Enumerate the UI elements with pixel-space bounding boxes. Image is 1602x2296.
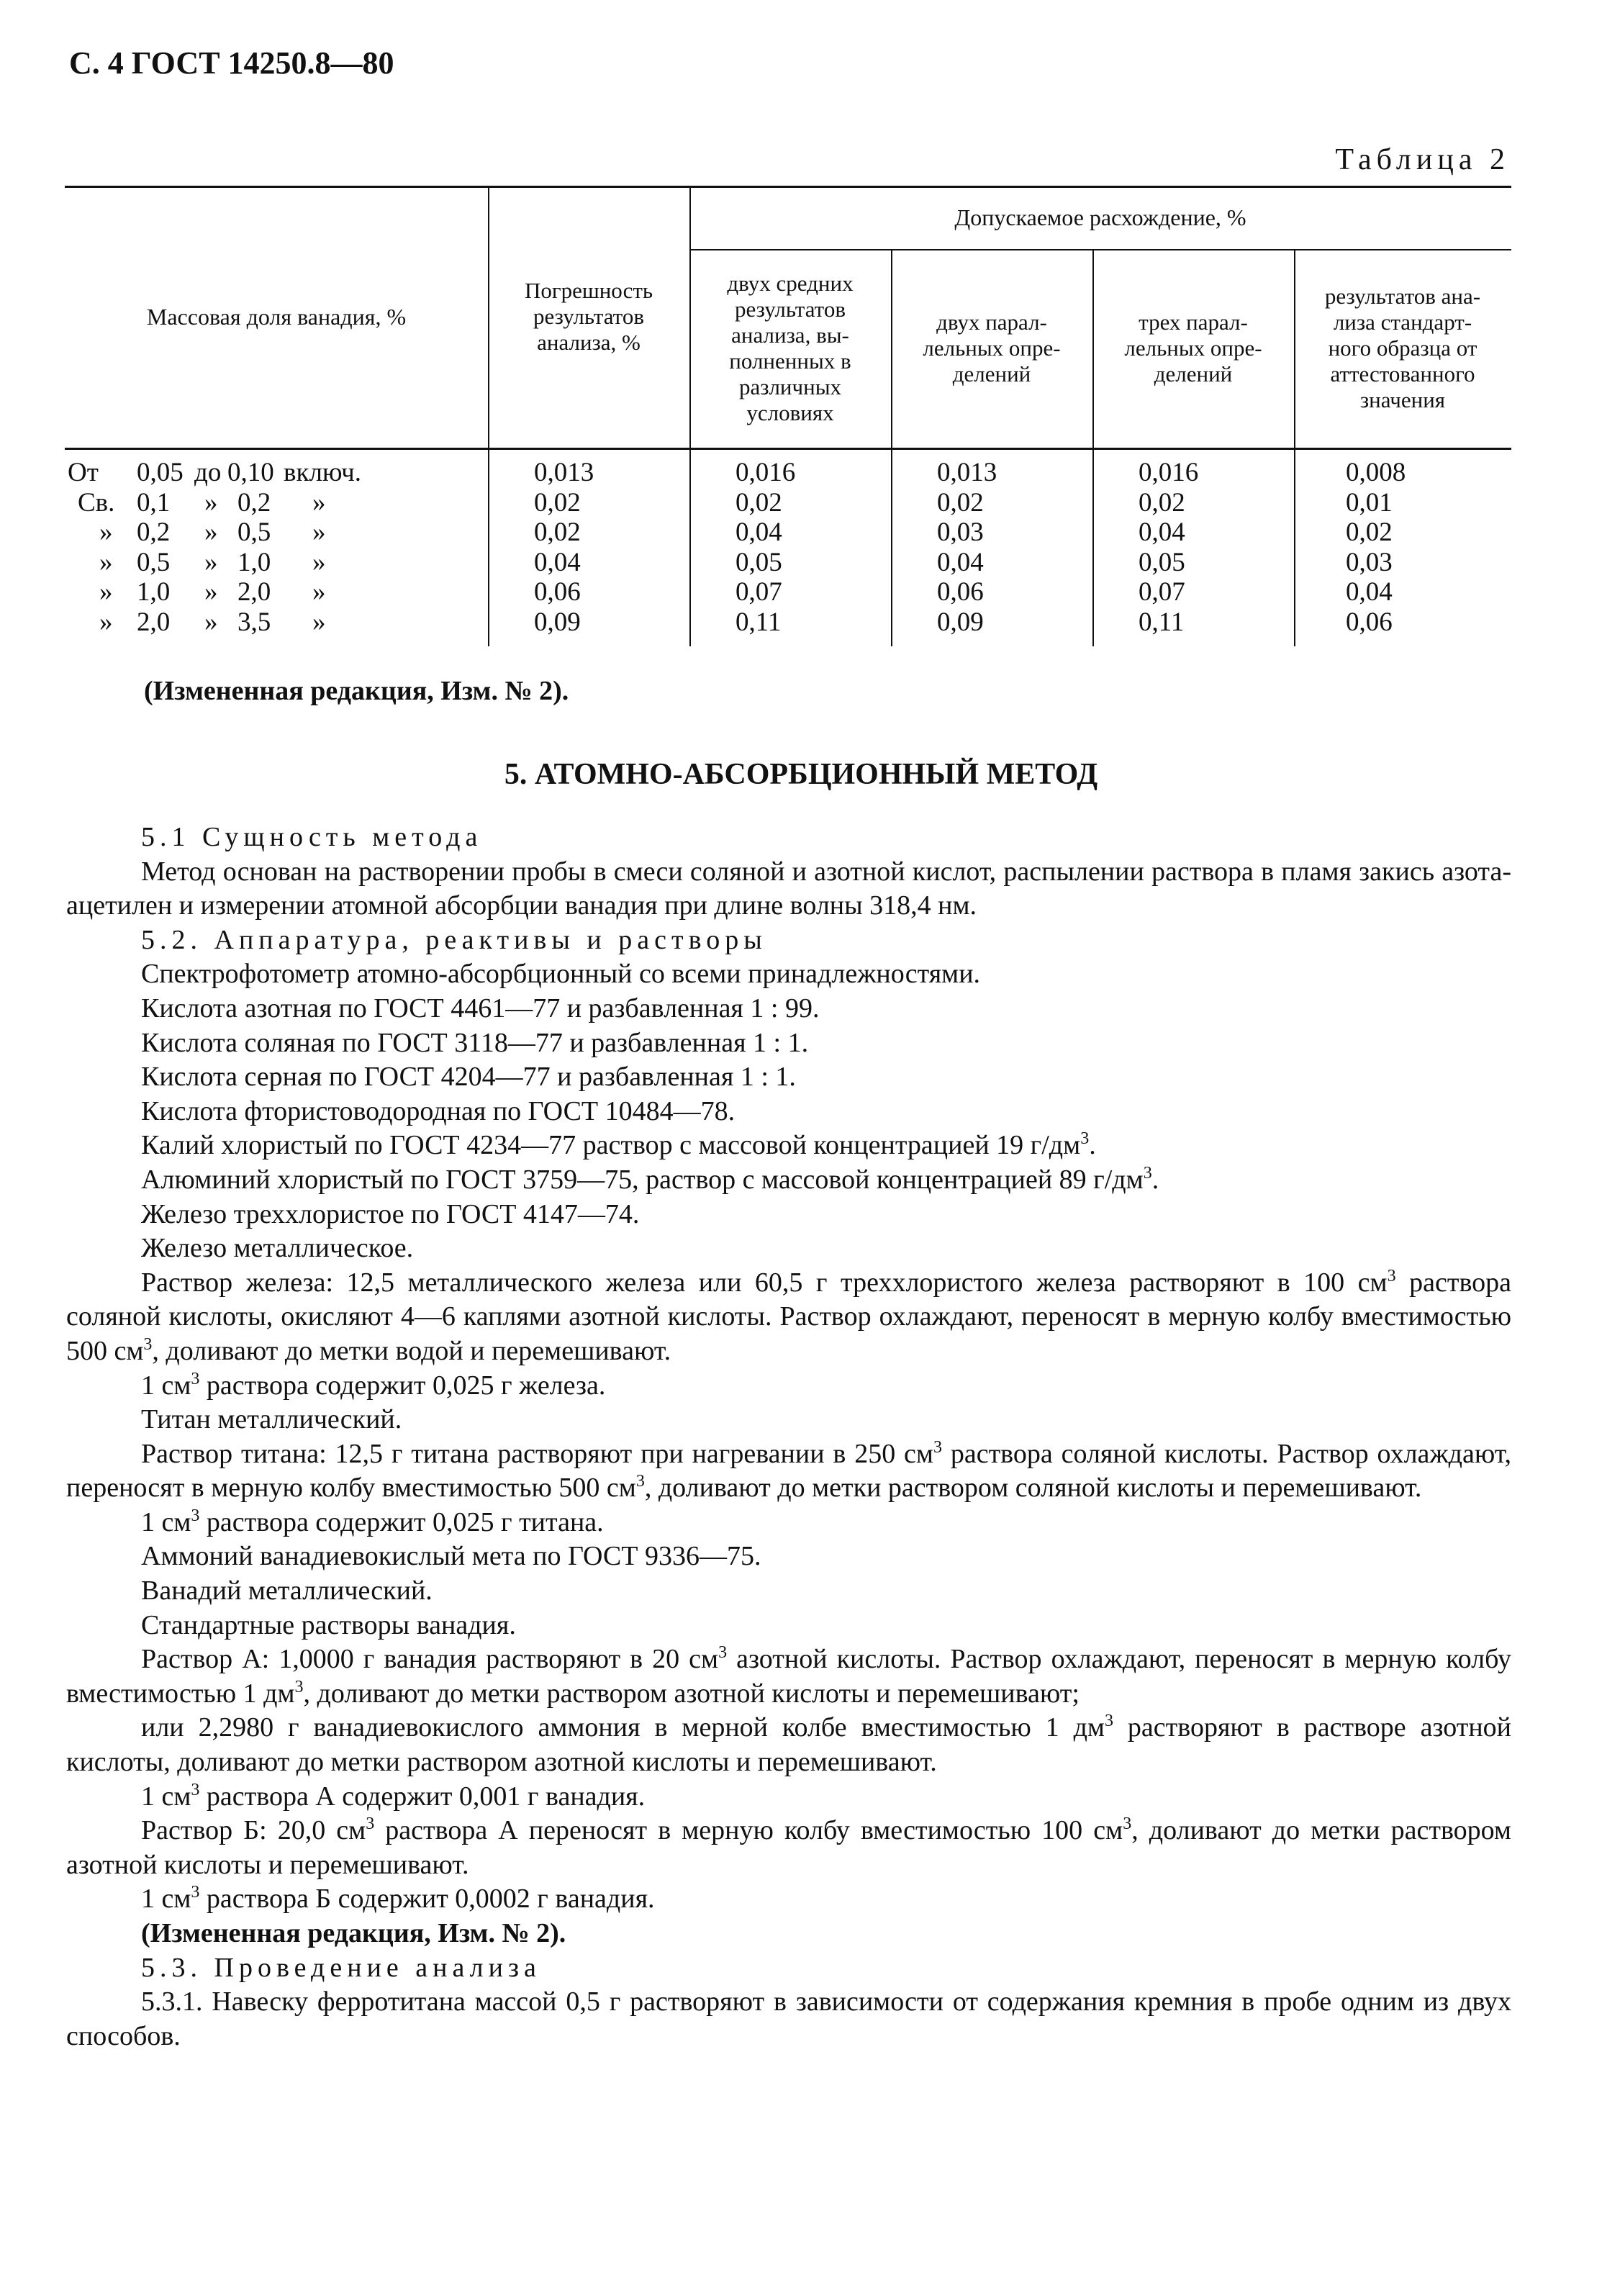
list-item: Кислота серная по ГОСТ 4204—77 и разбавленная 1 : 1.	[141, 1062, 796, 1093]
range-from: 0,05	[137, 458, 184, 487]
paragraph: 1 $см^3$ раствора содержит 0,025 г железа.	[141, 1369, 606, 1401]
paragraph: 5.3.1. Навеску ферротитана массой 0,5 г растворяют в зависимости от содержания кремния в пробе одним из двух способов.	[66, 1987, 1511, 2051]
range-prefix: »	[99, 547, 113, 577]
list-item: Алюминий хлористый по ГОСТ 3759—75, раствор с массовой концентрацией 89 $г/дм^3$.	[141, 1163, 1159, 1195]
range-from: 2,0	[137, 607, 171, 637]
table-cell: 0,03	[937, 517, 984, 547]
range-suffix: »	[312, 607, 326, 637]
range-prefix: От	[68, 458, 99, 487]
table-cell: 0,05	[1139, 547, 1185, 577]
section-title: 5. АТОМНО-АБСОРБЦИОННЫЙ МЕТОД	[504, 758, 1098, 791]
data-table	[65, 186, 1511, 646]
range-prefix: »	[99, 577, 113, 607]
range-prefix: Св.	[78, 487, 115, 517]
amendment-note: (Измененная редакция, Изм. № 2).	[144, 676, 569, 706]
range-to: 0,10	[227, 458, 274, 487]
range-to-word: »	[204, 517, 218, 547]
list-item: Железо металлическое.	[141, 1233, 414, 1264]
paragraph: или 2,2980 г ванадиевокислого аммония в мерной колбе вместимостью 1 $дм^3$ растворяют в растворе азотной кислоты, доливают до метки раствором азотной кислоты и перемешивают.	[66, 1712, 1511, 1778]
list-item: Кислота фтористоводородная по ГОСТ 10484—78.	[141, 1095, 736, 1126]
table-cell: 0,01	[1346, 487, 1393, 517]
body-text	[66, 821, 1511, 2053]
table-cell: 0,02	[736, 487, 782, 517]
range-to: 3,5	[237, 607, 271, 637]
table-cell: 0,016	[1139, 458, 1199, 487]
paragraph: Метод основан на растворении пробы в смеси соляной и азотной кислот, распылении раствора в пламя закись азота-ацетилен и измерении атомной абсорбции ванадия при длине волны 318,4 нм.	[66, 856, 1511, 921]
paragraph: Раствор Б: 20,0 $см^3$ раствора А переносят в мерную колбу вместимостью 100 $см^3$, доливают до метки раствором азотной кислоты и перемешивают.	[66, 1814, 1511, 1880]
table-cell: 0,06	[1346, 607, 1393, 637]
column-standard-sample-values	[1346, 458, 1406, 637]
paragraph: 1 $см^3$ раствора Б содержит 0,0002 г ванадия.	[141, 1883, 655, 1915]
column-two-parallel-values	[937, 458, 997, 637]
table-cell: 0,02	[1346, 517, 1393, 547]
range-to-word: »	[204, 547, 218, 577]
table-cell: 0,07	[1139, 577, 1185, 607]
table-cell: 0,07	[736, 577, 782, 607]
list-item: Калий хлористый по ГОСТ 4234—77 раствор с массовой концентрацией 19 $г/дм^3$.	[141, 1129, 1096, 1161]
list-item: Кислота соляная по ГОСТ 3118—77 и разбавленная 1 : 1.	[141, 1027, 809, 1058]
range-from: 0,5	[137, 547, 171, 577]
header-three-parallel: трех парал- лельных опре- делений	[1124, 309, 1262, 387]
paragraph: 1 $см^3$ раствора содержит 0,025 г титана.	[141, 1506, 604, 1537]
range-to-word: до	[194, 458, 222, 487]
column-three-parallel-values	[1139, 458, 1198, 637]
header-error: Погрешность результатов анализа, %	[524, 278, 653, 355]
range-to: 2,0	[237, 577, 271, 607]
list-item: Железо треххлористое по ГОСТ 4147—74.	[141, 1198, 640, 1229]
table-cell: 0,04	[937, 547, 984, 577]
table-label: Таблица 2	[1335, 143, 1510, 176]
paragraph: Раствор железа: 12,5 металлического железа или 60,5 г треххлористого железа растворяют в 100 $см^3$ раствора соляной кислоты, окисляют 4—6 каплями азотной кислоты. Раствор охлаждают, переносят в мерную колбу вместимостью 500 $см^3$, доливают до метки водой и перемешивают.	[66, 1266, 1512, 1366]
table-cell: 0,04	[1346, 577, 1393, 607]
list-item: Спектрофотометр атомно-абсорбционный со всеми принадлежностями.	[141, 959, 981, 990]
header-two-parallel: двух парал- лельных опре- делений	[923, 309, 1061, 387]
table-cell: 0,013	[937, 458, 997, 487]
header-mass-fraction: Массовая доля ванадия, %	[146, 304, 407, 330]
subsection-title-5-2: 5.2. Аппаратура, реактивы и растворы	[141, 924, 767, 955]
range-to: 0,2	[237, 487, 271, 517]
table-cell: 0,02	[1139, 487, 1185, 517]
paragraph: Раствор А: 1,0000 г ванадия растворяют в 20 $см^3$ азотной кислоты. Раствор охлаждают, переносят в мерную колбу вместимостью 1 $дм^3$, доливают до метки раствором азотной кислоты и перемешивают;	[66, 1643, 1511, 1709]
paragraph: 1 $см^3$ раствора А содержит 0,001 г ванадия.	[141, 1780, 646, 1812]
paragraph: Раствор титана: 12,5 г титана растворяют при нагревании в 250 $см^3$ раствора соляной кислоты. Раствор охлаждают, переносят в мерную колбу вместимостью 500 $см^3$, доливают до метки раствором соляной кислоты и перемешивают.	[66, 1437, 1512, 1504]
range-to-word: »	[204, 577, 218, 607]
range-suffix: »	[312, 487, 326, 517]
table-cell: 0,04	[1139, 517, 1185, 547]
subsection-title-5-1: 5.1 Сущность метода	[141, 822, 483, 852]
table-cell: 0,04	[534, 547, 581, 577]
table-cell: 0,09	[937, 607, 984, 637]
list-item: Кислота азотная по ГОСТ 4461—77 и разбавленная 1 : 99.	[141, 993, 820, 1023]
table-cell: 0,02	[937, 487, 984, 517]
table-cell: 0,02	[534, 517, 581, 547]
range-to-word: »	[204, 487, 218, 517]
subsection-title-5-3: 5.3. Проведение анализа	[141, 1952, 541, 1983]
list-item: Ванадий металлический.	[141, 1576, 433, 1606]
page-header: С. 4 ГОСТ 14250.8—80	[69, 45, 394, 81]
range-from: 1,0	[137, 577, 171, 607]
range-prefix: »	[99, 607, 113, 637]
range-to: 0,5	[237, 517, 271, 547]
range-from: 0,1	[137, 487, 171, 517]
table-cell: 0,03	[1346, 547, 1393, 577]
range-suffix: »	[312, 577, 326, 607]
header-standard-sample: результатов ана- лиза стандарт- ного образца от аттестованного значения	[1324, 284, 1481, 412]
range-to-word: »	[204, 607, 218, 637]
table-cell: 0,09	[534, 607, 581, 637]
table-cell: 0,013	[534, 458, 594, 487]
table-cell: 0,05	[736, 547, 782, 577]
range-from: 0,2	[137, 517, 171, 547]
table-cell: 0,11	[1139, 607, 1185, 637]
table-cell: 0,016	[736, 458, 796, 487]
header-allowed-discrepancy: Допускаемое расхождение, %	[954, 204, 1246, 230]
amendment-note: (Измененная редакция, Изм. № 2).	[141, 1918, 566, 1948]
table-cell: 0,008	[1346, 458, 1406, 487]
header-two-averages: двух средних результатов анализа, вы- полненных в различных условиях	[727, 271, 854, 425]
table-cell: 0,11	[736, 607, 782, 637]
range-suffix: »	[312, 517, 326, 547]
range-to: 1,0	[237, 547, 271, 577]
table-cell: 0,06	[534, 577, 581, 607]
table-cell: 0,04	[736, 517, 782, 547]
column-error-values	[534, 458, 594, 637]
table-cell: 0,06	[937, 577, 984, 607]
column-two-averages-values	[736, 458, 795, 637]
table-cell: 0,02	[534, 487, 581, 517]
list-item: Титан металлический.	[141, 1404, 402, 1435]
list-item: Стандартные растворы ванадия.	[141, 1609, 516, 1640]
range-suffix: включ.	[284, 458, 362, 487]
list-item: Аммоний ванадиевокислый мета по ГОСТ 9336—75.	[141, 1541, 761, 1572]
range-suffix: »	[312, 547, 326, 577]
range-prefix: »	[99, 517, 113, 547]
